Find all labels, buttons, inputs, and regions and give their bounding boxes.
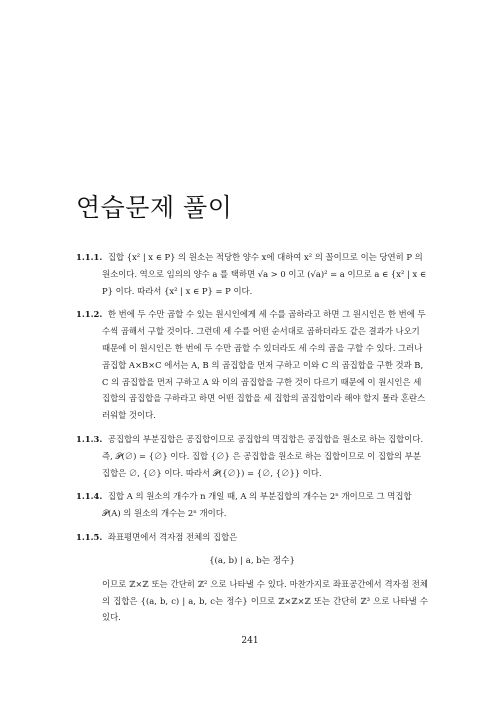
problem-number: 1.1.2. <box>76 309 103 320</box>
solutions-list <box>76 249 428 633</box>
problem-number: 1.1.5. <box>76 531 103 542</box>
problem-text: 좌표평면에서 격자점 전체의 집합은 <box>107 531 238 542</box>
problem-text: 한 번에 두 수만 곱할 수 있는 원시인에게 세 수를 곱하라고 하면 그 원시인은 한 번에 두 수씩 곱해서 구할 것이다. 그런데 세 수를 어떤 순서대로 곱하더라도 같은 결과가 나오기 때문에 이 원시인은 한 번에 두 수만 곱할 수 있더라도 세 수의 곱을 구할 수 있다. 그러나 곱집합 A×B×C 에서는 A, B 의 곱집합을 먼저 구하고 이와 C 의 곱집합을 구한 것과 B, C 의 곱집합을 먼저 구하고 A 와 이의 곱집합을 구한 것이 다르기 때문에 이 원시인은 세 집합의 곱집합을 구하라고 하면 어떤 집합을 세 집합의 곱집합이라 해야 할지 몰라 혼란스러워할 것이다. <box>102 309 426 421</box>
problem-text: 집합 {x² | x ∈ P} 의 원소는 적당한 양수 x에 대하여 x² 의 꼴이므로 이는 당연히 P 의 원소이다. 역으로 임의의 양수 a 를 택하면 √a > 0 이고 (√a)² = a 이므로 a ∈ {x² | x ∈ P} 이다. 따라서 {x² | x ∈ P} = P 이다. <box>102 252 427 296</box>
problem-number: 1.1.1. <box>76 252 103 262</box>
page-number: 241 <box>241 636 259 646</box>
problem-1-1-2 <box>76 306 428 424</box>
problem-1-1-4 <box>76 488 428 522</box>
display-equation: {(a, b) | a, b는 정수} <box>209 555 295 566</box>
chapter-title: 연습문제 풀이 <box>76 193 233 222</box>
problem-number: 1.1.3. <box>76 433 103 444</box>
problem-intro <box>76 529 428 546</box>
problem-text: 집합 A 의 원소의 개수가 n 개일 때, A 의 부분집합의 개수는 2ⁿ 개이므로 그 멱집합 𝒫(A) 의 원소의 개수는 2ⁿ 개이다. <box>102 491 412 519</box>
problem-number: 1.1.4. <box>76 491 103 502</box>
problem-continuation: 이므로 ℤ×ℤ 또는 간단히 ℤ² 으로 나타낼 수 있다. 마찬가지로 좌표공간에서 격자점 전체의 집합은 {(a, b, c) | a, b, c는 정수} 이므로 ℤ×ℤ×ℤ 또는 간단히 ℤ³ 으로 나타낼 수 있다. <box>102 578 428 623</box>
problem-1-1-1 <box>76 249 428 299</box>
problem-1-1-3 <box>76 431 428 481</box>
problem-1-1-5 <box>76 529 428 626</box>
problem-text: 공집합의 부분집합은 공집합이므로 공집합의 멱집합은 공집합을 원소로 하는 집합이다. 즉, 𝒫(∅) = {∅} 이다. 집합 {∅} 은 공집합을 원소로 하는 집합이므로 이 집합의 부분집합은 ∅, {∅} 이다. 따라서 𝒫({∅}) = {∅, {∅}} 이다. <box>102 433 424 478</box>
